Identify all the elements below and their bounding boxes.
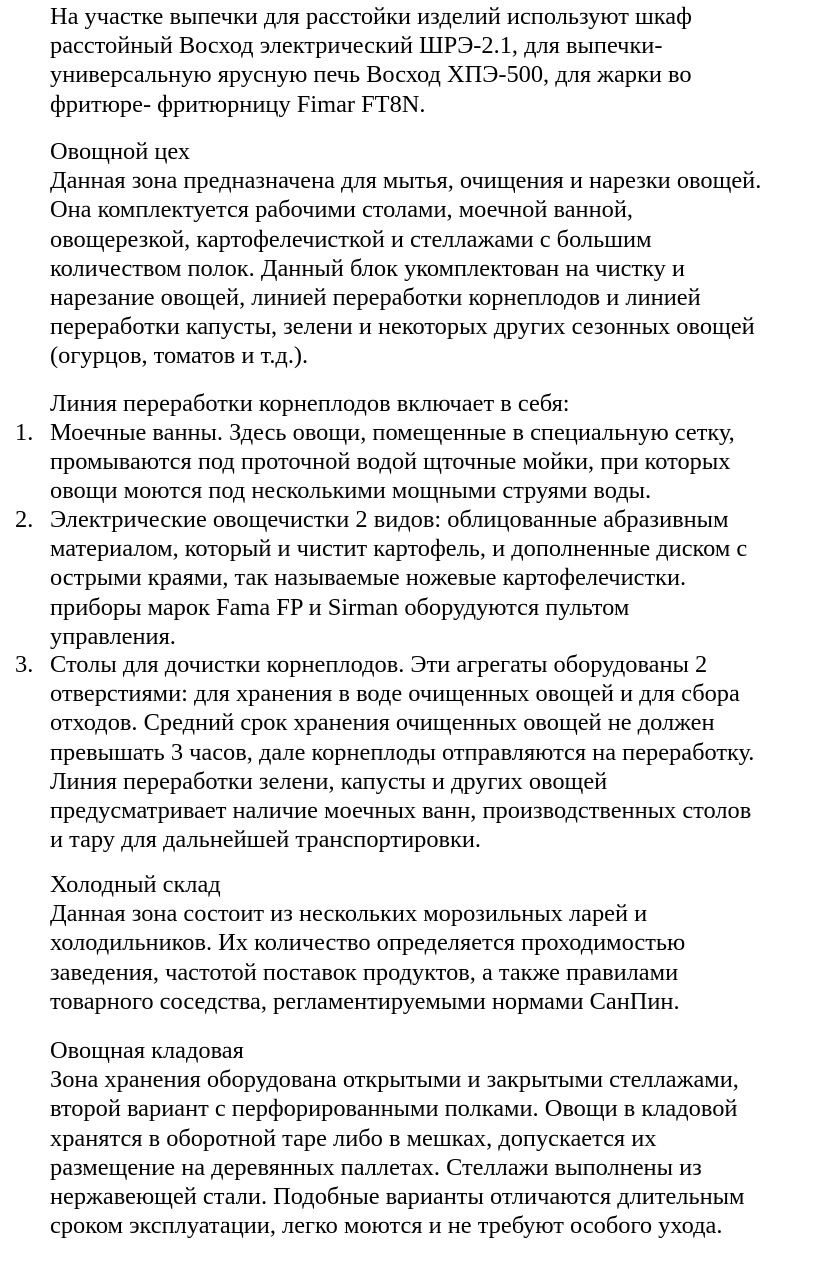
text-line: управления. <box>50 622 176 650</box>
text-line: Данная зона состоит из нескольких морозильных ларей и <box>50 900 648 928</box>
text-line: заведения, частотой поставок продуктов, а также правилами <box>50 958 679 986</box>
text-line: отходов. Средний срок хранения очищенных овощей не должен <box>50 709 715 737</box>
text-line: хранятся в оборотной таре либо в мешках, допускается их <box>50 1124 657 1152</box>
text-line: превышать 3 часов, дале корнеплоды отправляются на переработку. <box>50 738 755 766</box>
text-line: На участке выпечки для расстойки изделий используют шкаф <box>50 3 692 30</box>
veg-pantry-section <box>50 1036 790 1240</box>
text-line: Данная зона предназначена для мытья, очищения и нарезки овощей. <box>50 167 762 195</box>
list-number: 2. <box>15 506 34 533</box>
intro-paragraph <box>50 2 790 119</box>
text-line: Она комплектуется рабочими столами, моечной ванной, <box>50 196 633 224</box>
list-number: 1. <box>15 419 34 446</box>
cold-storage-section <box>50 870 790 1016</box>
text-line: Столы для дочистки корнеплодов. Эти агрегаты оборудованы 2 <box>50 651 708 678</box>
list-item <box>15 650 790 854</box>
text-line: промываются под проточной водой щточные мойки, при которых <box>50 448 731 476</box>
text-line: холодильников. Их количество определяется проходимостью <box>50 929 686 957</box>
text-line: нержавеющей стали. Подобные варианты отличаются длительным <box>50 1183 745 1211</box>
text-line: отверстиями: для хранения в воде очищенных овощей и для сбора <box>50 680 740 708</box>
text-line: количеством полок. Данный блок укомплектован на чистку и <box>50 254 685 282</box>
list-item <box>15 418 790 506</box>
text-line: (огурцов, томатов и т.д.). <box>50 342 309 370</box>
text-line: Зона хранения оборудована открытыми и закрытыми стеллажами, <box>50 1066 739 1094</box>
text-line: овощи моются под несколькими мощными струями воды. <box>50 477 652 505</box>
veg-shop-section <box>50 137 790 371</box>
root-line-intro <box>50 389 790 418</box>
text-line: овощерезкой, картофелечисткой и стеллажами с большим <box>50 225 652 253</box>
text-line: размещение на деревянных паллетах. Стеллажи выполнены из <box>50 1153 702 1181</box>
text-line: и тару для дальнейшей транспортировки. <box>50 826 482 854</box>
text-line: приборы марок Fama FP и Sirman оборудуются пультом <box>50 593 630 621</box>
text-line: Электрические овощечистки 2 видов: облицованные абразивным <box>50 506 729 533</box>
text-line: острыми краями, так называемые ножевые картофелечистки. <box>50 564 687 592</box>
text-line: расстойный Восход электрический ШРЭ-2.1, для выпечки- <box>50 32 663 60</box>
text-line: нарезание овощей, линией переработки корнеплодов и линией <box>50 284 701 312</box>
text-line: материалом, который и чистит картофель, и дополненные диском с <box>50 535 748 563</box>
text-line: предусматривает наличие моечных ванн, производственных столов <box>50 797 752 825</box>
text-line: переработки капусты, зелени и некоторых других сезонных овощей <box>50 313 755 341</box>
section-heading: Овощной цех <box>50 138 191 165</box>
section-heading: Овощная кладовая <box>50 1037 244 1064</box>
text-line: сроком эксплуатации, легко моются и не требуют особого ухода. <box>50 1212 723 1240</box>
text-line: фритюре- фритюрницу Fimar FT8N. <box>50 90 426 118</box>
text-line: Линия переработки зелени, капусты и других овощей <box>50 767 608 795</box>
text-line: товарного соседства, регламентируемыми нормами СанПин. <box>50 987 680 1015</box>
text-line: Моечные ванны. Здесь овощи, помещенные в специальную сетку, <box>50 419 735 446</box>
text-line: Линия переработки корнеплодов включает в себя: <box>50 390 570 417</box>
list-item <box>15 505 790 651</box>
list-number: 3. <box>15 651 34 678</box>
section-heading: Холодный склад <box>50 871 221 898</box>
text-line: второй вариант с перфорированными полками. Овощи в кладовой <box>50 1095 738 1123</box>
text-line: универсальную ярусную печь Восход ХПЭ-500, для жарки во <box>50 61 692 89</box>
